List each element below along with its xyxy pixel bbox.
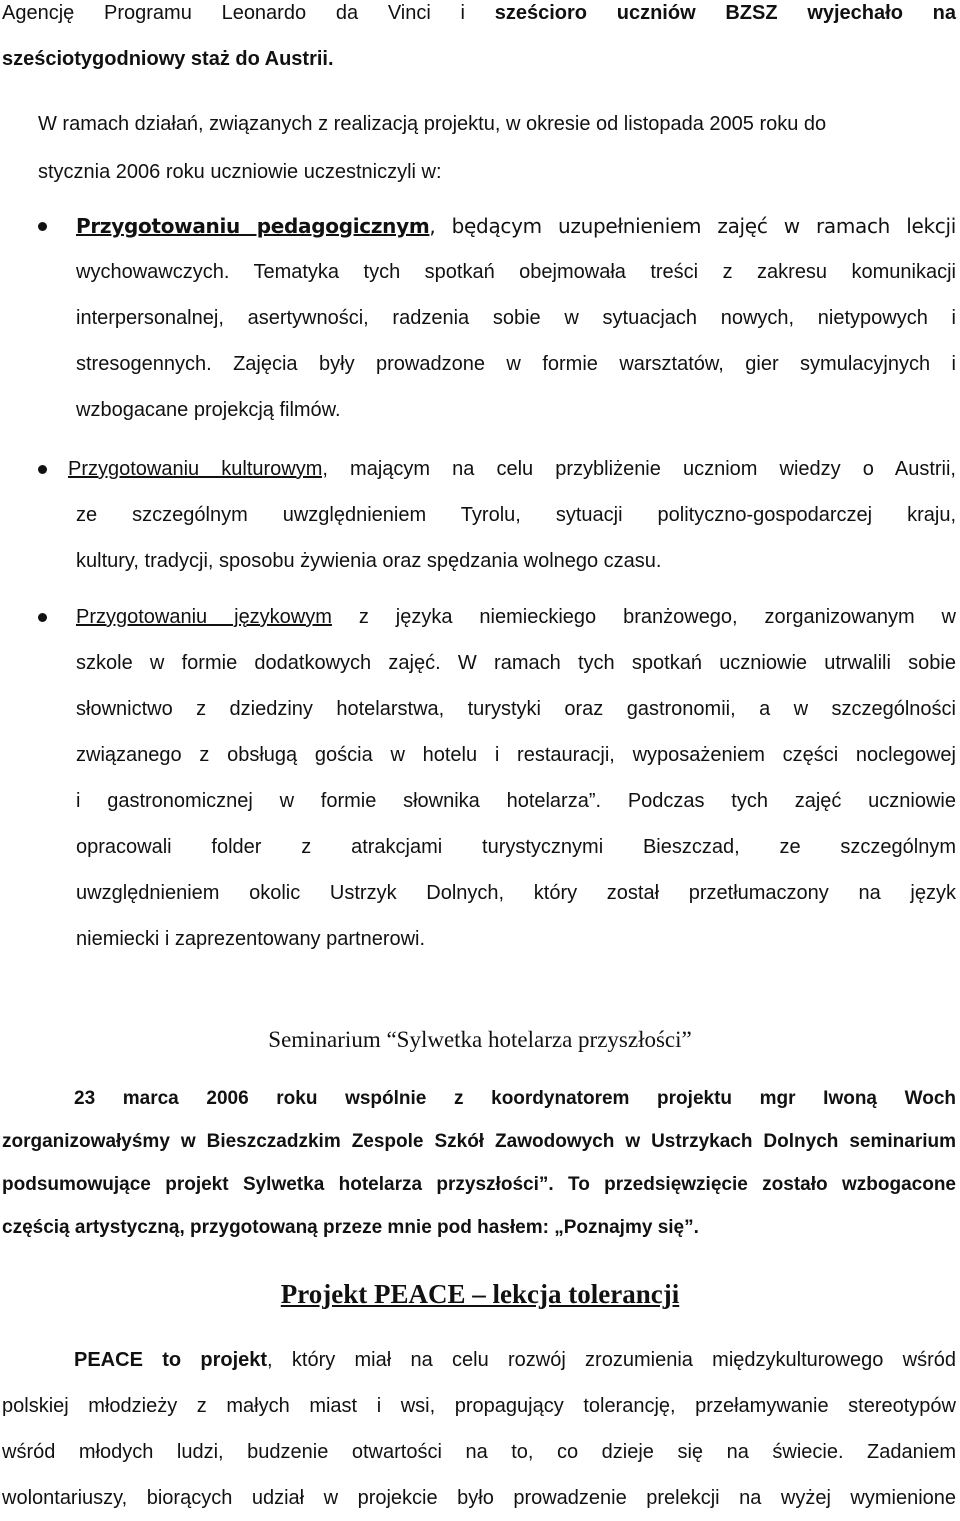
item-line-text: z języka niemieckiego branżowego, zorganizowanym w bbox=[331, 606, 957, 628]
activities-line-2: stycznia 2006 roku uczniowie uczestniczyli w: bbox=[38, 161, 442, 183]
intro-line-1-text: Agencję Programu Leonardo da Vinci i bbox=[2, 2, 495, 24]
intro-line-1-bold: sześcioro uczniów BZSZ wyjechało na bbox=[494, 2, 956, 24]
item-line: wychowawczych. Tematyka tych spotkań obejmowała treści z zakresu komunikacji bbox=[76, 261, 956, 283]
item-line-text: , będącym uzupełnieniem zajęć w ramach lekcji bbox=[429, 214, 956, 238]
item-line: kultury, tradycji, sposobu żywienia oraz spędzania wolnego czasu. bbox=[76, 550, 662, 572]
item-title: Przygotowaniu kulturowym, bbox=[68, 458, 328, 480]
activities-intro-paragraph bbox=[38, 100, 956, 196]
peace-line: polskiej młodzieży z małych miast i wsi, propagujący tolerancję, przełamywanie stereotypów bbox=[2, 1395, 956, 1417]
list-item-text bbox=[76, 594, 956, 962]
peace-line-text: , który miał na celu rozwój zrozumienia międzykulturowego wśród bbox=[267, 1349, 956, 1371]
bullet-icon bbox=[38, 222, 47, 231]
peace-heading: Projekt PEACE – lekcja tolerancji bbox=[280, 1279, 680, 1309]
item-line: opracowali folder z atrakcjami turystycznymi Bieszczad, ze szczególnym bbox=[76, 836, 956, 858]
intro-paragraph bbox=[2, 0, 956, 82]
seminar-line: 23 marca 2006 roku wspólnie z koordynatorem projektu mgr Iwoną Woch bbox=[74, 1088, 956, 1109]
intro-line-1 bbox=[2, 0, 956, 36]
item-line: wzbogacane projekcją filmów. bbox=[76, 399, 341, 421]
seminar-line: zorganizowałyśmy w Bieszczadzkim Zespole Szkół Zawodowych w Ustrzykach Dolnych seminarium bbox=[2, 1131, 956, 1152]
item-line bbox=[68, 446, 956, 492]
list-item-text bbox=[76, 203, 956, 249]
item-line: uwzględnieniem okolic Ustrzyk Dolnych, który został przetłumaczony na język bbox=[76, 882, 956, 904]
list-item-text-continued bbox=[76, 492, 956, 584]
item-line: szkole w formie dodatkowych zajęć. W ramach tych spotkań uczniowie utrwalili sobie bbox=[76, 652, 956, 674]
item-line bbox=[76, 594, 956, 640]
item-line-text: mającym na celu przybliżenie uczniom wiedzy o Austrii, bbox=[327, 458, 956, 480]
seminar-heading: Seminarium “Sylwetka hotelarza przyszłości” bbox=[268, 1027, 692, 1052]
peace-line: wolontariuszy, biorących udział w projekcie było prowadzenie prelekcji na wyżej wymienione bbox=[2, 1487, 956, 1509]
peace-bold-lead: PEACE to projekt bbox=[74, 1349, 268, 1371]
list-item-text-continued bbox=[76, 249, 956, 433]
bullet-icon bbox=[38, 613, 47, 622]
item-line: związanego z obsługą gościa w hotelu i restauracji, wyposażeniem części noclegowej bbox=[76, 744, 956, 766]
seminar-line: częścią artystyczną, przygotowaną przeze mnie pod hasłem: „Poznajmy się”. bbox=[2, 1217, 699, 1238]
item-line: stresogennych. Zajęcia były prowadzone w formie warsztatów, gier symulacyjnych i bbox=[76, 353, 956, 375]
bullet-icon bbox=[38, 465, 47, 474]
item-line: niemiecki i zaprezentowany partnerowi. bbox=[76, 928, 426, 950]
peace-line bbox=[2, 1337, 956, 1383]
activities-line-1: W ramach działań, związanych z realizacją projektu, w okresie od listopada 2005 roku do bbox=[38, 113, 827, 135]
item-line bbox=[76, 203, 956, 249]
item-line: interpersonalnej, asertywności, radzenia sobie w sytuacjach nowych, nietypowych i bbox=[76, 307, 956, 329]
list-item-text bbox=[68, 446, 956, 492]
peace-paragraph bbox=[2, 1337, 956, 1521]
item-line: i gastronomicznej w formie słownika hotelarza”. Podczas tych zajęć uczniowie bbox=[76, 790, 956, 812]
item-title: Przygotowaniu pedagogicznym bbox=[76, 214, 430, 238]
intro-line-2-bold: sześciotygodniowy staż do Austrii. bbox=[2, 48, 334, 70]
item-title: Przygotowaniu językowym bbox=[76, 606, 332, 628]
seminar-line: podsumowujące projekt Sylwetka hotelarza przyszłości”. To przedsięwzięcie zostało wzbogacone bbox=[2, 1174, 956, 1195]
item-line: słownictwo z dziedziny hotelarstwa, turystyki oraz gastronomii, a w szczególności bbox=[76, 698, 956, 720]
seminar-paragraph bbox=[2, 1077, 956, 1249]
peace-line: wśród młodych ludzi, budzenie otwartości na to, co dzieje się na świecie. Zadaniem bbox=[2, 1441, 956, 1463]
intro-line-2 bbox=[2, 36, 956, 82]
item-line: ze szczególnym uwzględnieniem Tyrolu, sytuacji polityczno-gospodarczej kraju, bbox=[76, 504, 956, 526]
